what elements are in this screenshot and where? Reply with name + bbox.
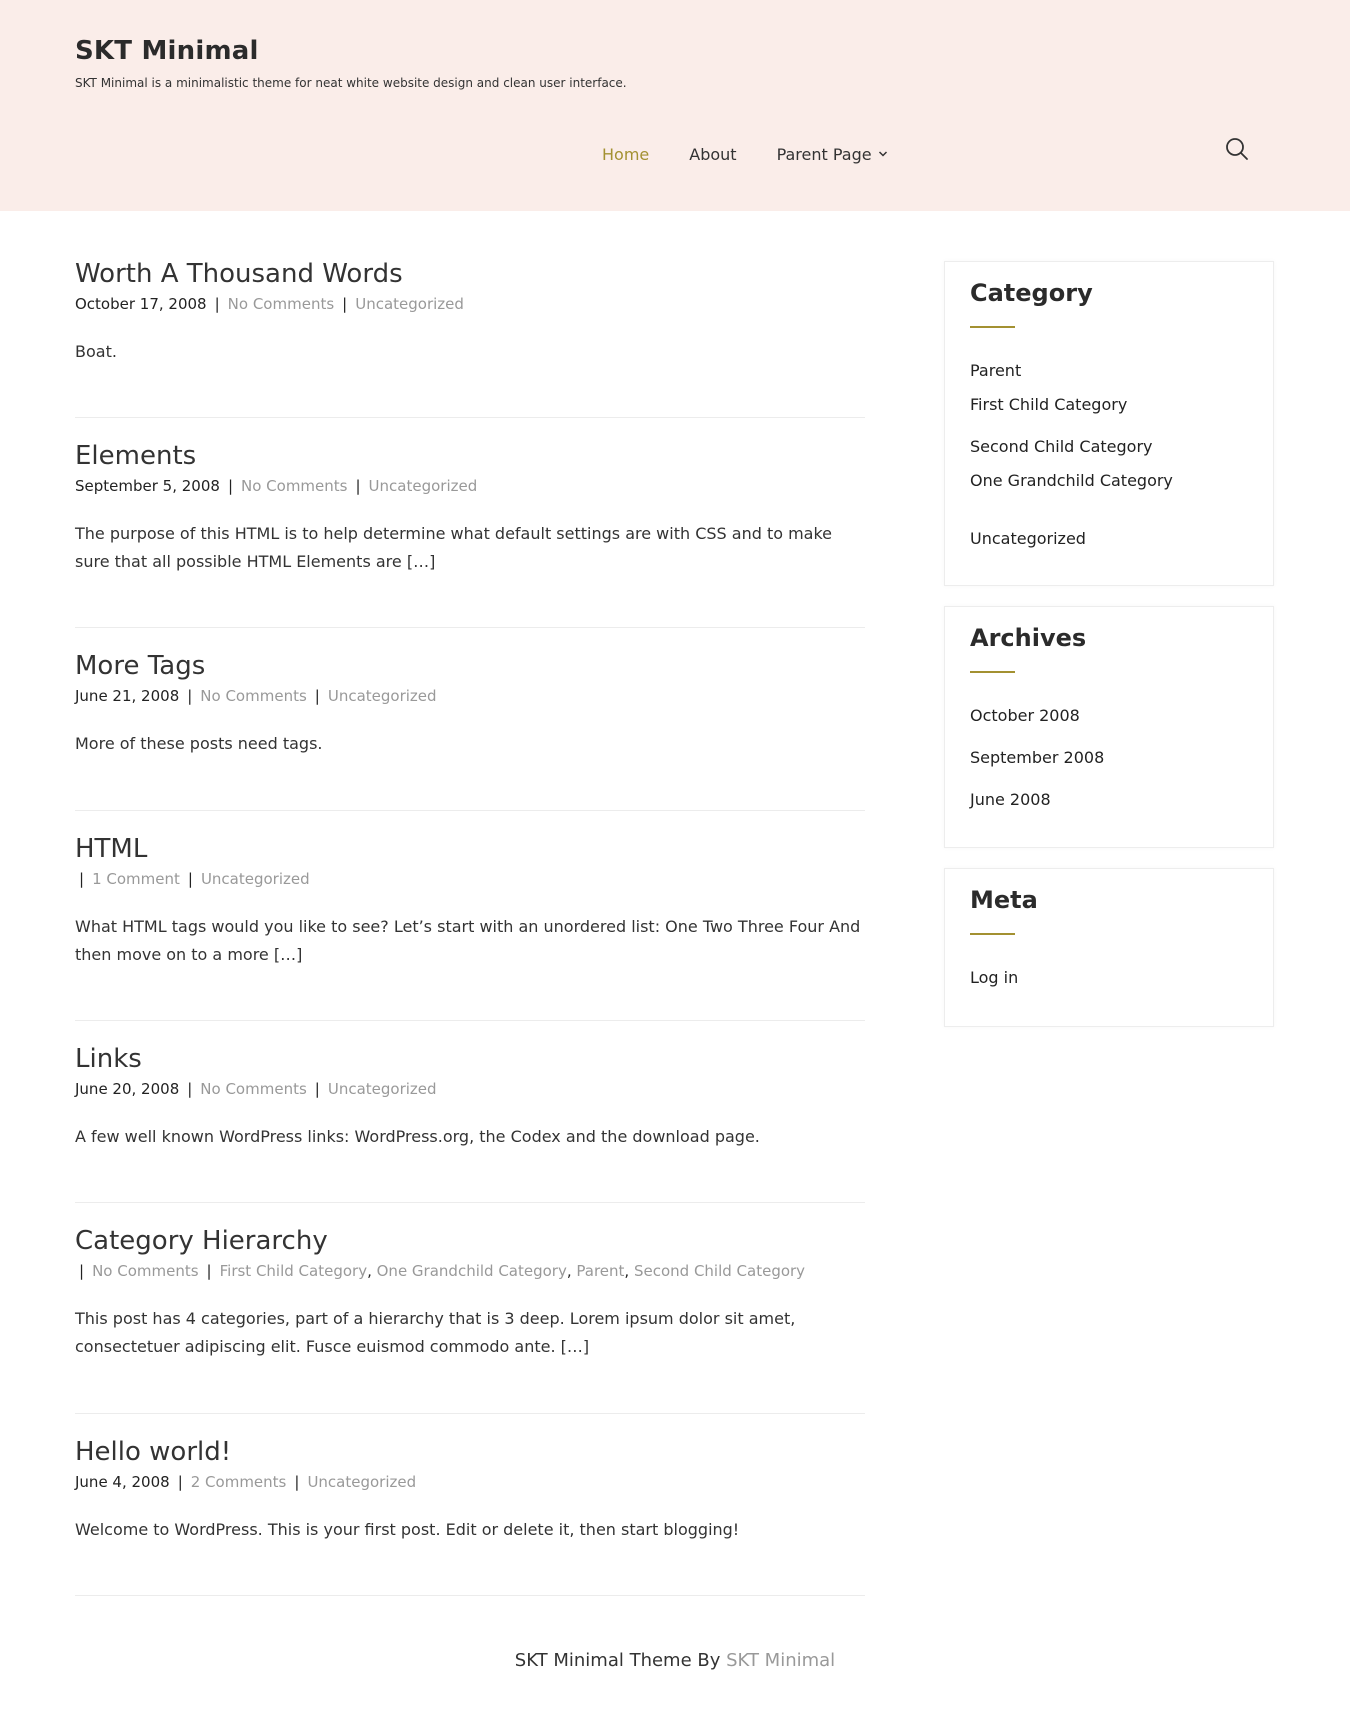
meta-separator: |	[177, 1473, 183, 1491]
meta-widget	[944, 868, 1274, 1027]
post-meta	[75, 1472, 865, 1492]
post-meta	[75, 686, 865, 706]
list-item	[970, 436, 1248, 458]
widget-underline	[970, 933, 1015, 935]
post-comments-link[interactable]: No Comments	[227, 295, 335, 313]
post-date: October 17, 2008	[75, 295, 207, 313]
category-link-parent[interactable]: Parent	[970, 361, 1022, 380]
archives-list	[970, 705, 1248, 811]
post-excerpt: What HTML tags would you like to see? Let’s start with an unordered list: One Two Three Four And then move on to a more […]	[75, 917, 861, 964]
post-comments-link[interactable]: 1 Comment	[92, 870, 180, 888]
chevron-down-icon	[878, 149, 888, 159]
post-excerpt: This post has 4 categories, part of a hierarchy that is 3 deep. Lorem ipsum dolor sit amet, consectetuer adipiscing elit. Fusce euismod commodo ante. […]	[75, 1309, 796, 1356]
post-list	[75, 240, 865, 1596]
post-meta	[75, 869, 865, 889]
list-item	[970, 360, 1248, 382]
site-header	[0, 0, 1350, 211]
main-nav	[602, 142, 928, 166]
meta-separator: |	[227, 477, 233, 495]
nav-item-parent-page[interactable]	[777, 142, 888, 166]
list-item	[970, 528, 1248, 550]
site-footer	[0, 1650, 1350, 1671]
nav-item-label: Parent Page	[776, 144, 872, 164]
post-item	[75, 1021, 865, 1203]
meta-separator: |	[79, 870, 85, 888]
post-date: June 4, 2008	[75, 1473, 170, 1491]
archive-link-october-2008[interactable]: October 2008	[970, 706, 1080, 725]
list-item	[970, 789, 1248, 811]
category-list	[970, 360, 1248, 550]
search-icon[interactable]	[1225, 137, 1249, 161]
post-title[interactable]: HTML	[75, 834, 148, 864]
post-item	[75, 811, 865, 1021]
post-excerpt: More of these posts need tags.	[75, 734, 323, 753]
post-excerpt: The purpose of this HTML is to help determine what default settings are with CSS and to make sure that all possible HTML Elements are […]	[75, 524, 833, 571]
post-meta: | No Comments | First Child Category, One Grandchild Category, Parent, Second Child Category	[79, 1262, 806, 1280]
category-link-uncategorized[interactable]: Uncategorized	[970, 529, 1086, 548]
post-item	[75, 1414, 865, 1596]
sidebar	[944, 261, 1274, 1047]
post-category-link[interactable]: Second Child Category	[633, 1262, 806, 1280]
meta-separator: |	[187, 870, 193, 888]
post-date: June 21, 2008	[75, 687, 180, 705]
meta-separator: |	[214, 295, 220, 313]
post-comments-link[interactable]: 2 Comments	[190, 1473, 287, 1491]
widget-underline	[970, 326, 1015, 328]
list-item	[970, 705, 1248, 727]
footer-text: SKT Minimal Theme By	[514, 1650, 721, 1671]
category-widget	[944, 261, 1274, 586]
post-comments-link[interactable]: No Comments	[200, 1080, 307, 1098]
list-item	[970, 967, 1248, 989]
list-item	[970, 394, 1248, 416]
post-excerpt: Boat.	[75, 342, 117, 361]
post-category-link[interactable]: First Child Category	[219, 1262, 368, 1280]
post-title[interactable]: Hello world!	[75, 1437, 232, 1467]
post-meta	[75, 476, 865, 496]
post-item	[75, 1203, 865, 1414]
login-link[interactable]: Log in	[970, 968, 1019, 987]
widget-title: Category	[970, 279, 1093, 307]
post-title[interactable]: More Tags	[75, 651, 206, 681]
meta-separator: |	[314, 1080, 320, 1098]
post-category-link[interactable]: Uncategorized	[355, 295, 464, 313]
post-comments-link[interactable]: No Comments	[92, 1262, 199, 1280]
post-category-link[interactable]: Uncategorized	[327, 1080, 437, 1098]
post-title[interactable]: Category Hierarchy	[75, 1226, 328, 1256]
site-description: SKT Minimal is a minimalistic theme for neat white website design and clean user interface.	[75, 76, 627, 90]
post-meta	[75, 1079, 865, 1099]
meta-separator: |	[187, 1080, 193, 1098]
post-title[interactable]: Worth A Thousand Words	[75, 259, 403, 289]
post-title[interactable]: Elements	[75, 441, 197, 471]
meta-list	[970, 967, 1248, 989]
widget-title: Meta	[970, 886, 1038, 914]
nav-item-home[interactable]	[602, 142, 649, 166]
meta-separator: |	[187, 687, 193, 705]
meta-separator: |	[206, 1262, 212, 1280]
meta-separator: |	[342, 295, 348, 313]
category-link-grandchild[interactable]: One Grandchild Category	[970, 471, 1173, 490]
post-title[interactable]: Links	[75, 1044, 142, 1074]
nav-item-label: Home	[602, 144, 650, 164]
widget-underline	[970, 671, 1015, 673]
post-date: September 5, 2008	[75, 477, 220, 495]
post-item	[75, 628, 865, 811]
post-comments-link[interactable]: No Comments	[241, 477, 348, 495]
post-category-link[interactable]: Uncategorized	[327, 687, 437, 705]
list-item	[970, 470, 1248, 492]
nav-item-label: About	[689, 144, 737, 164]
nav-item-about[interactable]	[689, 142, 736, 166]
post-category-link[interactable]: One Grandchild Category	[376, 1262, 567, 1280]
post-meta	[75, 294, 865, 314]
archive-link-september-2008[interactable]: September 2008	[970, 748, 1105, 767]
meta-separator: |	[294, 1473, 300, 1491]
post-date: June 20, 2008	[75, 1080, 180, 1098]
footer-theme-link[interactable]: SKT Minimal	[726, 1650, 836, 1671]
post-category-link[interactable]: Uncategorized	[368, 477, 478, 495]
post-category-link[interactable]: Uncategorized	[307, 1473, 417, 1491]
meta-separator: |	[355, 477, 361, 495]
meta-separator: |	[79, 1262, 85, 1280]
widget-title: Archives	[970, 624, 1087, 652]
archives-widget	[944, 606, 1274, 848]
archive-link-june-2008[interactable]: June 2008	[970, 790, 1051, 809]
post-comments-link[interactable]: No Comments	[200, 687, 307, 705]
list-item	[970, 747, 1248, 769]
post-item	[75, 240, 865, 418]
site-title[interactable]: SKT Minimal	[75, 36, 259, 66]
category-link-first-child[interactable]: First Child Category	[970, 395, 1128, 414]
post-item	[75, 418, 865, 628]
post-category-link[interactable]: Parent	[576, 1262, 625, 1280]
post-excerpt: A few well known WordPress links: WordPress.org, the Codex and the download page.	[75, 1127, 760, 1146]
post-category-link[interactable]: Uncategorized	[200, 870, 310, 888]
post-excerpt: Welcome to WordPress. This is your first post. Edit or delete it, then start blogging!	[75, 1520, 740, 1539]
category-link-second-child[interactable]: Second Child Category	[970, 437, 1153, 456]
meta-separator: |	[314, 687, 320, 705]
